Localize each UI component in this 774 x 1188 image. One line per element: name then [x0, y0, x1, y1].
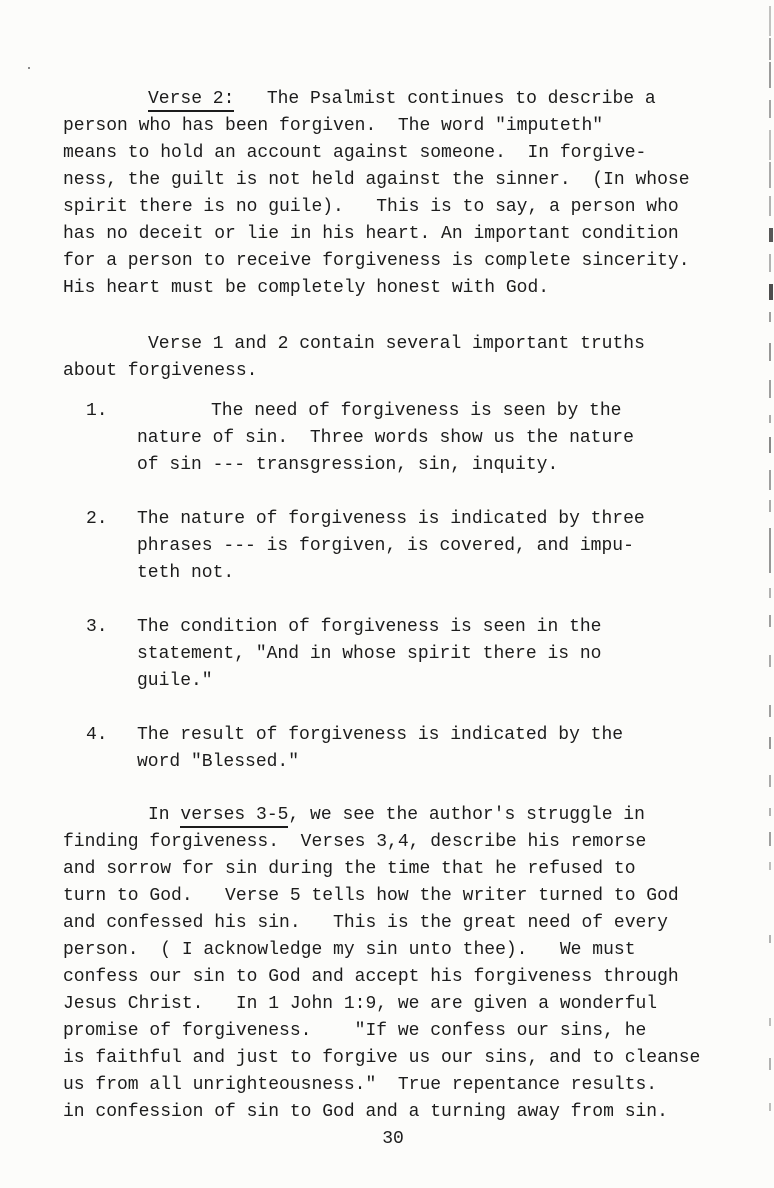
list-item-body	[137, 506, 723, 587]
scan-dash-artifact	[769, 500, 771, 512]
list-item-body	[137, 614, 723, 695]
paragraph-line: has no deceit or lie in his heart. An important condition	[63, 224, 679, 244]
verses-3-5-underlined: verses 3-5	[180, 805, 288, 828]
list-item-number: 4.	[86, 725, 108, 745]
paragraph-line: person who has been forgiven. The word "imputeth"	[63, 116, 604, 136]
scan-dash-artifact	[769, 862, 771, 870]
scan-dash-artifact	[769, 254, 771, 272]
page-number: 30	[382, 1129, 404, 1149]
scan-dash-artifact	[769, 6, 771, 36]
scan-dash-artifact	[769, 162, 771, 188]
page-text-block	[63, 86, 723, 1153]
scan-dash-artifact	[769, 38, 771, 60]
list-item-2	[63, 506, 723, 587]
paragraph-verses-3-5	[63, 802, 723, 1126]
paragraph-line: spirit there is no guile). This is to say, a person who	[63, 197, 679, 217]
scan-dash-artifact	[769, 470, 771, 490]
list-item-number: 3.	[86, 617, 108, 637]
scan-dash-artifact	[769, 343, 771, 361]
scan-dash-artifact	[769, 1103, 771, 1111]
scan-dash-artifact	[769, 935, 771, 943]
scan-dash-artifact	[769, 196, 771, 216]
paragraph-line-rest: , we see the author's struggle in	[288, 805, 645, 825]
scan-dash-artifact	[769, 615, 771, 627]
scan-dash-artifact	[769, 284, 773, 300]
scan-dash-artifact	[769, 737, 771, 749]
scan-dash-artifact	[769, 832, 771, 846]
list-item-1	[63, 398, 723, 479]
scan-dash-artifact	[769, 380, 771, 398]
scan-dash-artifact	[769, 1058, 771, 1070]
list-item-line: guile."	[137, 671, 213, 691]
paragraph-line-lead: In	[148, 805, 181, 825]
paragraph-line: Jesus Christ. In 1 John 1:9, we are given a wonderful	[63, 994, 658, 1014]
scan-dash-artifact	[769, 655, 771, 667]
paragraph-line: ness, the guilt is not held against the sinner. (In whose	[63, 170, 690, 190]
list-item-line: word "Blessed."	[137, 752, 300, 772]
list-item-body	[137, 398, 723, 479]
paragraph-line: for a person to receive forgiveness is complete sincerity.	[63, 251, 690, 271]
scan-dash-artifact	[769, 775, 771, 787]
paragraph-line: finding forgiveness. Verses 3,4, describe his remorse	[63, 832, 647, 852]
list-item-line: The condition of forgiveness is seen in the	[137, 617, 602, 637]
scan-dash-artifact	[769, 705, 771, 717]
scan-dash-artifact	[769, 312, 771, 322]
paragraph-line-rest: The Psalmist continues to describe a	[234, 89, 656, 109]
scan-dash-artifact	[769, 228, 773, 242]
paragraph-line: promise of forgiveness. "If we confess our sins, he	[63, 1021, 647, 1041]
paragraph-line: us from all unrighteousness." True repentance results.	[63, 1075, 658, 1095]
scan-dash-artifact	[769, 1018, 771, 1026]
list-item-4	[63, 722, 723, 776]
paragraph-line: person. ( I acknowledge my sin unto thee). We must	[63, 940, 636, 960]
paragraph-line: in confession of sin to God and a turning away from sin.	[63, 1102, 668, 1122]
truths-numbered-list	[63, 398, 723, 776]
scan-dash-artifact	[769, 415, 771, 423]
scan-dash-artifact	[769, 588, 771, 598]
paragraph-line	[63, 86, 723, 113]
list-item-body	[137, 722, 723, 776]
paragraph-line: and confessed his sin. This is the great need of every	[63, 913, 668, 933]
verse-2-heading: Verse 2:	[148, 89, 234, 112]
list-item-3	[63, 614, 723, 695]
paragraph-verse-2	[63, 86, 723, 302]
list-item-line: The result of forgiveness is indicated by the	[137, 725, 624, 745]
list-item-line: The nature of forgiveness is indicated by three	[137, 509, 645, 529]
paragraph-line: about forgiveness.	[63, 361, 258, 381]
paragraph-line: is faithful and just to forgive us our sins, and to cleanse	[63, 1048, 701, 1068]
scan-dash-artifact	[769, 437, 771, 453]
list-item-number: 2.	[86, 509, 108, 529]
scan-dash-artifact	[769, 130, 771, 160]
list-item-line: nature of sin. Three words show us the nature	[137, 428, 634, 448]
paragraph-line: confess our sin to God and accept his forgiveness through	[63, 967, 679, 987]
paragraph-line: and sorrow for sin during the time that he refused to	[63, 859, 636, 879]
scan-dash-artifact	[769, 808, 771, 816]
list-item-line: statement, "And in whose spirit there is no	[137, 644, 602, 664]
list-item-line: The need of forgiveness is seen by the	[211, 401, 622, 421]
paragraph-line: His heart must be completely honest with God.	[63, 278, 550, 298]
scan-speck-artifact	[28, 67, 30, 69]
list-item-line: phrases --- is forgiven, is covered, and impu-	[137, 536, 634, 556]
paragraph-line: means to hold an account against someone. In forgive-	[63, 143, 647, 163]
scan-dash-artifact	[769, 100, 771, 118]
scan-dash-artifact	[769, 62, 771, 88]
list-item-number: 1.	[86, 401, 108, 421]
scan-dash-artifact	[769, 528, 771, 573]
paragraph-line: turn to God. Verse 5 tells how the writer turned to God	[63, 886, 679, 906]
paragraph-line: Verse 1 and 2 contain several important truths	[148, 334, 645, 354]
paragraph-truths	[63, 331, 723, 385]
list-item-line: teth not.	[137, 563, 235, 583]
list-item-line: of sin --- transgression, sin, inquity.	[137, 455, 559, 475]
paragraph-line	[63, 802, 723, 829]
